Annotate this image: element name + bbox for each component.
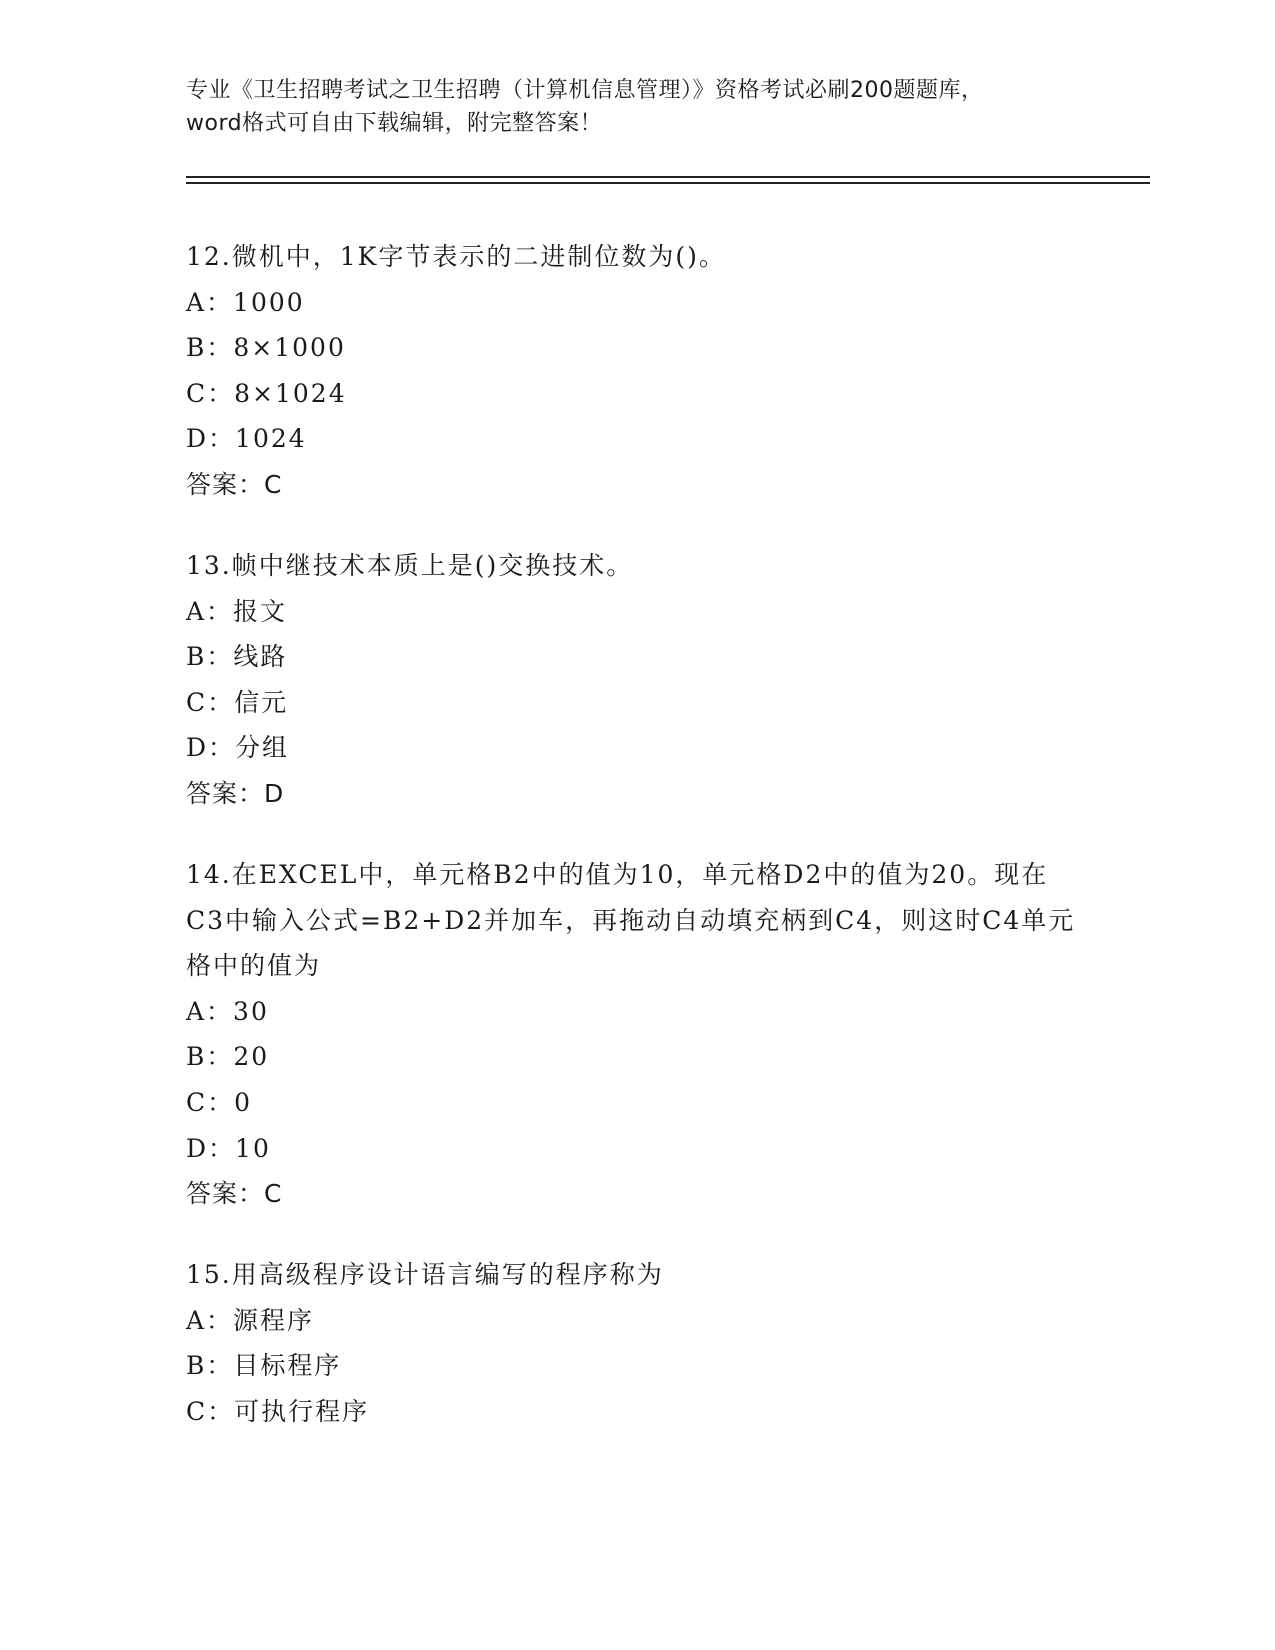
option-c: C：0 bbox=[186, 1087, 253, 1117]
option-b: B：线路 bbox=[186, 642, 288, 672]
question-text: 13.帧中继技术本质上是()交换技术。 bbox=[186, 550, 634, 580]
option-a: A：1000 bbox=[186, 287, 305, 317]
option-a: A：30 bbox=[186, 996, 269, 1026]
question-item bbox=[186, 543, 1086, 816]
option-b: B：20 bbox=[186, 1042, 270, 1072]
option-d: D：10 bbox=[186, 1133, 271, 1163]
option-c: C：可执行程序 bbox=[186, 1396, 370, 1426]
question-text: 12.微机中，1K字节表示的二进制位数为()。 bbox=[186, 242, 726, 271]
answer-text: 答案：C bbox=[186, 469, 283, 499]
option-d: D：1024 bbox=[186, 424, 307, 454]
question-list bbox=[186, 234, 1086, 1470]
header-divider bbox=[186, 176, 1150, 178]
option-b: B：目标程序 bbox=[186, 1351, 342, 1381]
question-item bbox=[186, 852, 1086, 1216]
option-c: C：8×1024 bbox=[186, 378, 347, 408]
option-c: C：信元 bbox=[186, 687, 289, 717]
option-b: B：8×1000 bbox=[186, 333, 346, 363]
header-line-1: 专业《卫生招聘考试之卫生招聘（计算机信息管理）》资格考试必刷200题题库， bbox=[186, 78, 984, 103]
option-a: A：源程序 bbox=[186, 1305, 315, 1335]
header-line-2: word格式可自由下载编辑，附完整答案！ bbox=[186, 111, 603, 136]
question-text: 15.用高级程序设计语言编写的程序称为 bbox=[186, 1260, 664, 1290]
option-d: D：分组 bbox=[186, 733, 290, 763]
answer-text: 答案：C bbox=[186, 1179, 283, 1209]
document-header bbox=[186, 74, 1086, 140]
header-divider bbox=[186, 182, 1150, 184]
answer-text: 答案：D bbox=[186, 778, 285, 808]
option-a: A：报文 bbox=[186, 596, 288, 626]
question-item bbox=[186, 1252, 1086, 1434]
question-item bbox=[186, 234, 1086, 507]
question-text: 14.在EXCEL中，单元格B2中的值为10，单元格D2中的值为20。现在C3中输入公式=B2+D2并加车，再拖动自动填充柄到C4，则这时C4单元格中的值为 bbox=[186, 859, 1076, 981]
